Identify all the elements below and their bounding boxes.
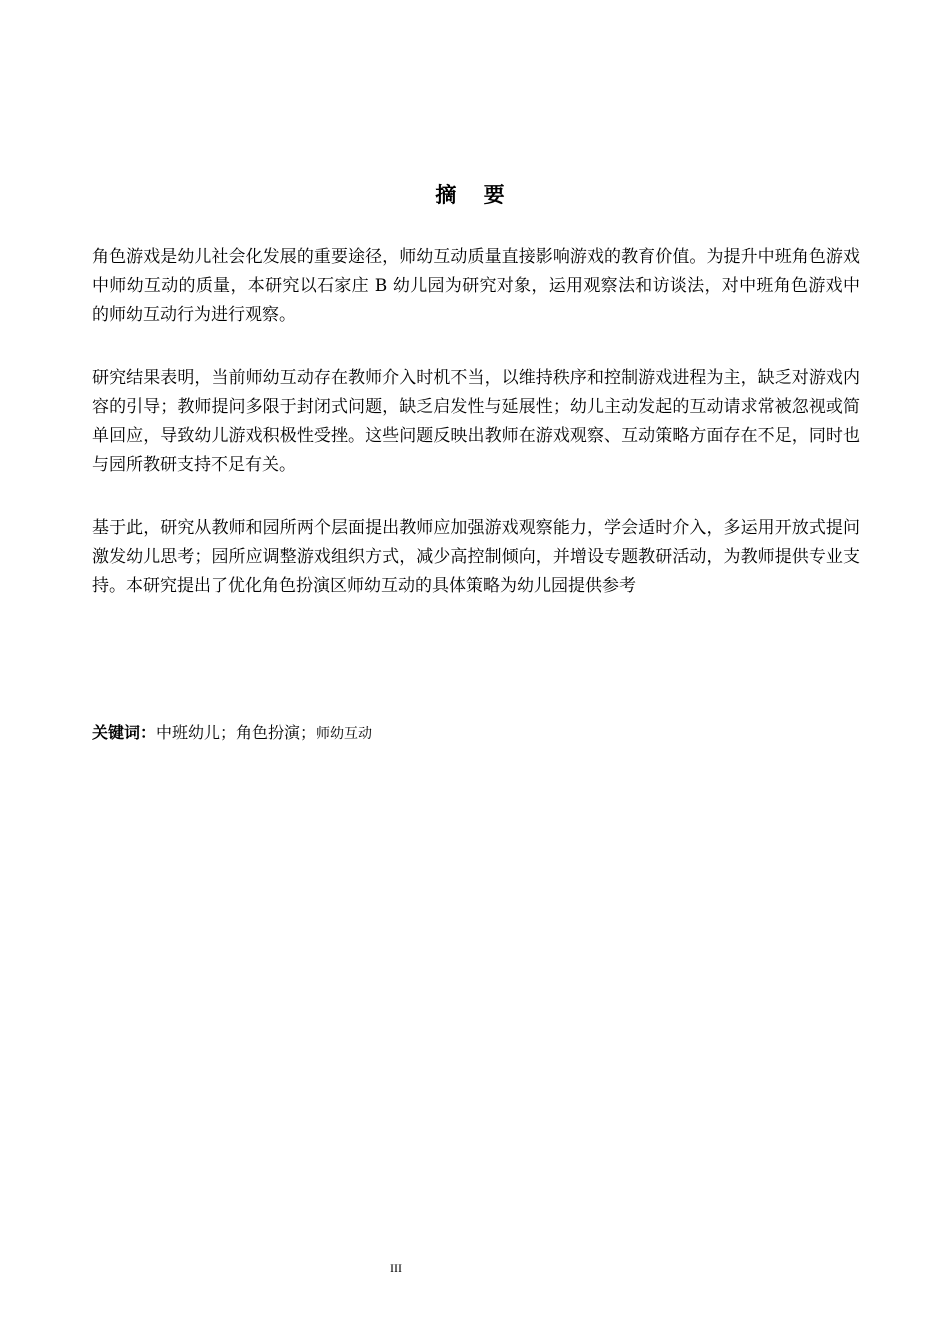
abstract-body	[92, 243, 860, 635]
keywords-items: 中班幼儿；角色扮演；	[156, 723, 317, 742]
keywords-last-item: 师幼互动	[316, 726, 373, 742]
abstract-paragraph-3: 基于此，研究从教师和园所两个层面提出教师应加强游戏观察能力，学会适时介入，多运用开放式提问激发幼儿思考；园所应调整游戏组织方式，减少高控制倾向，并增设专题教研活动，为教师提供专业支持。本研究提出了优化角色扮演区师幼互动的具体策略为幼儿园提供参考	[92, 518, 860, 596]
abstract-paragraph-1: 角色游戏是幼儿社会化发展的重要途径，师幼互动质量直接影响游戏的教育价值。为提升中班角色游戏中师幼互动的质量，本研究以石家庄 B 幼儿园为研究对象，运用观察法和访谈法，对中班角色游戏中的师幼互动行为进行观察。	[92, 247, 860, 325]
keywords-line	[92, 719, 860, 748]
keywords-label: 关键词：	[92, 723, 157, 742]
abstract-title: 摘 要	[435, 183, 515, 207]
page-number: III	[390, 1261, 402, 1275]
abstract-paragraph-2: 研究结果表明，当前师幼互动存在教师介入时机不当，以维持秩序和控制游戏进程为主，缺乏对游戏内容的引导；教师提问多限于封闭式问题，缺乏启发性与延展性；幼儿主动发起的互动请求常被忽视或简单回应，导致幼儿游戏积极性受挫。这些问题反映出教师在游戏观察、互动策略方面存在不足，同时也与园所教研支持不足有关。	[92, 368, 860, 475]
